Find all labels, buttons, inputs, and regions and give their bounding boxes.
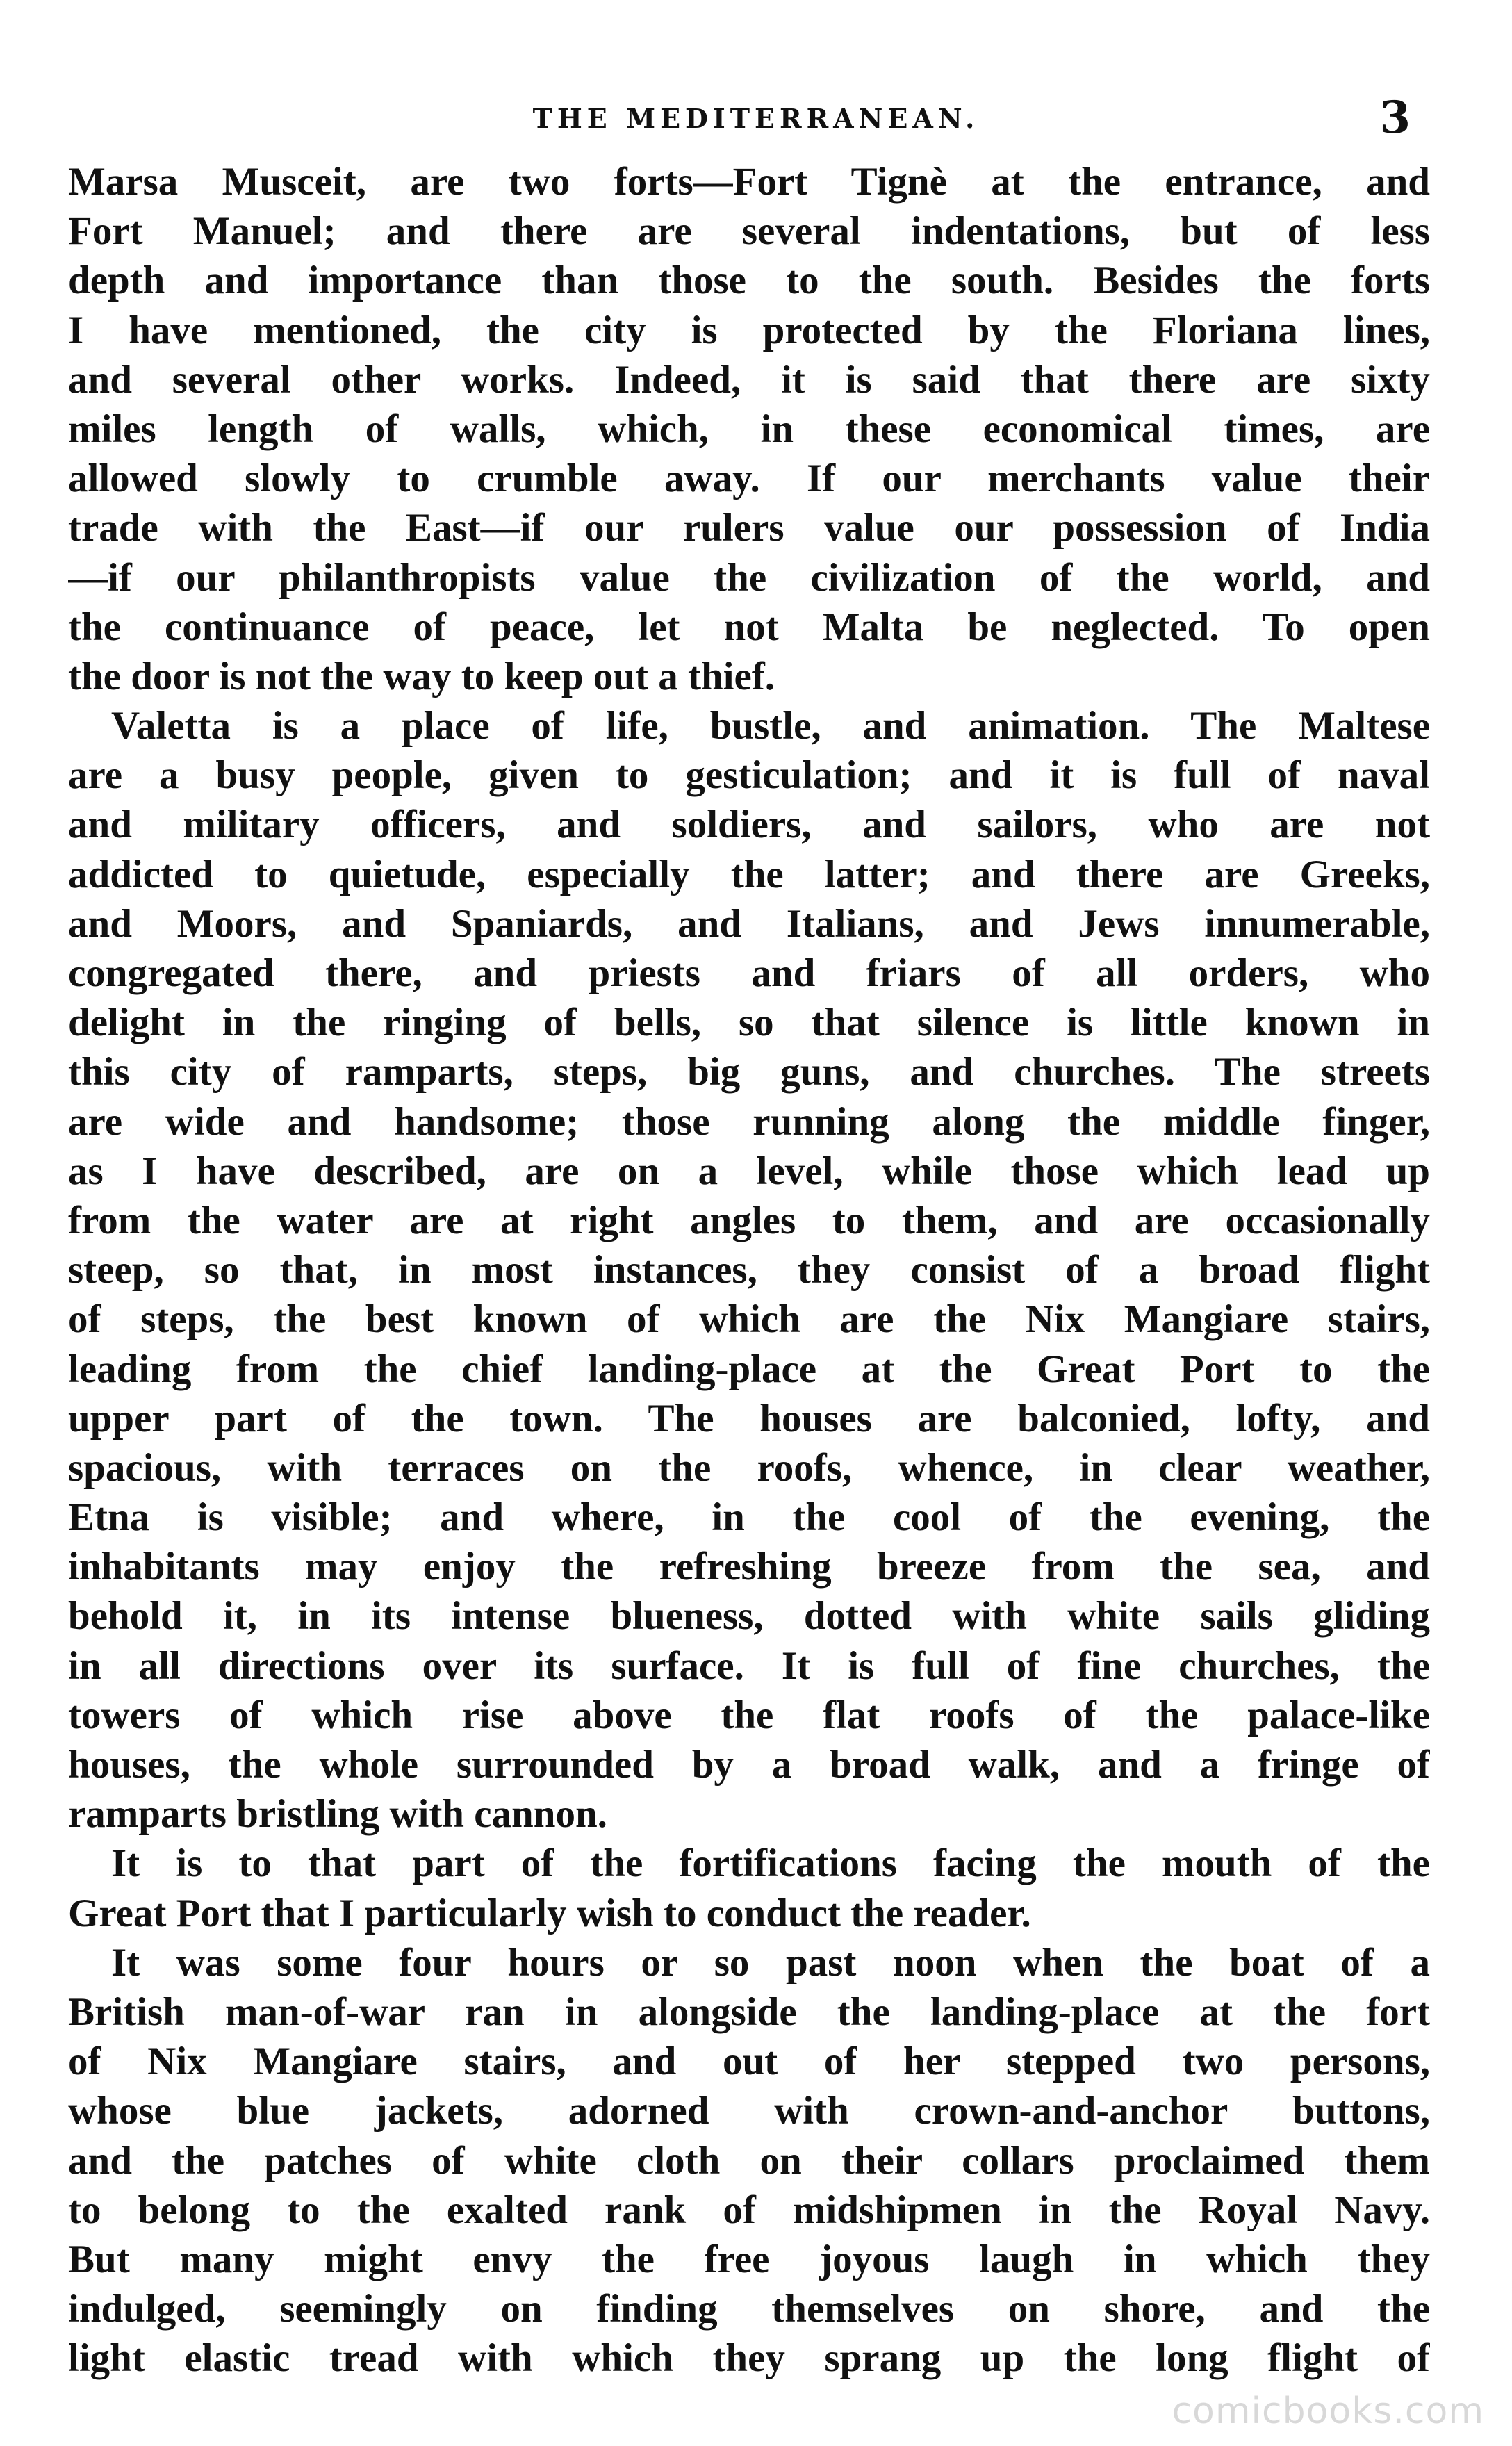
text-line: I have mentioned, the city is protected by the Floriana lines, bbox=[68, 308, 1430, 352]
text-line: and Moors, and Spaniards, and Italians, and Jews innumerable, bbox=[68, 901, 1430, 946]
text-line: British man-of-war ran in alongside the landing-place at the fort bbox=[68, 1989, 1430, 2034]
text-line: ramparts bristling with cannon. bbox=[68, 1792, 607, 1837]
paragraph-start-line: It is to that part of the fortifications facing the mouth of the bbox=[111, 1841, 1430, 1886]
text-line: delight in the ringing of bells, so that silence is little known in bbox=[68, 1001, 1430, 1045]
text-line: as I have described, are on a level, while those which lead up bbox=[68, 1149, 1430, 1193]
text-line: allowed slowly to crumble away. If our merchants value their bbox=[68, 457, 1430, 501]
paragraph-start-line: Valetta is a place of life, bustle, and animation. The Maltese bbox=[111, 704, 1430, 748]
page-number: 3 bbox=[1379, 92, 1411, 144]
running-head bbox=[68, 92, 1444, 144]
text-line: houses, the whole surrounded by a broad walk, and a fringe of bbox=[68, 1743, 1430, 1787]
running-title: THE MEDITERRANEAN. bbox=[532, 103, 980, 134]
body-text bbox=[68, 157, 1430, 2383]
text-line: the continuance of peace, let not Malta be neglected. To open bbox=[68, 605, 1430, 649]
text-line: and military officers, and soldiers, and sailors, who are not bbox=[68, 803, 1430, 847]
text-line: Great Port that I particularly wish to conduct the reader. bbox=[68, 1891, 1031, 1935]
text-line: Marsa Musceit, are two forts—Fort Tignè at the entrance, and bbox=[68, 160, 1430, 204]
text-line: inhabitants may enjoy the refreshing breeze from the sea, and bbox=[68, 1545, 1430, 1589]
text-line: Etna is visible; and where, in the cool of the evening, the bbox=[68, 1495, 1430, 1540]
text-line: trade with the East—if our rulers value our possession of India bbox=[68, 506, 1430, 550]
text-line: and several other works. Indeed, it is said that there are sixty bbox=[68, 357, 1430, 402]
text-line: Fort Manuel; and there are several indentations, but of less bbox=[68, 209, 1430, 254]
text-line: addicted to quietude, especially the latter; and there are Greeks, bbox=[68, 852, 1430, 896]
paragraph-start-line: It was some four hours or so past noon when the boat of a bbox=[111, 1940, 1430, 1985]
text-line: towers of which rise above the flat roofs of the palace-like bbox=[68, 1693, 1430, 1737]
text-line: congregated there, and priests and friars of all orders, who bbox=[68, 951, 1430, 995]
text-line: leading from the chief landing-place at the Great Port to the bbox=[68, 1347, 1430, 1391]
text-line: miles length of walls, which, in these economical times, are bbox=[68, 407, 1430, 451]
text-line: steep, so that, in most instances, they consist of a broad flight bbox=[68, 1248, 1430, 1292]
text-line: of steps, the best known of which are the Nix Mangiare stairs, bbox=[68, 1297, 1430, 1342]
text-line: —if our philanthropists value the civilization of the world, and bbox=[68, 555, 1430, 600]
text-line: spacious, with terraces on the roofs, whence, in clear weather, bbox=[68, 1445, 1430, 1490]
text-line: are a busy people, given to gesticulation; and it is full of naval bbox=[68, 753, 1430, 798]
text-line: this city of ramparts, steps, big guns, and churches. The streets bbox=[68, 1050, 1430, 1094]
text-line: of Nix Mangiare stairs, and out of her stepped two persons, bbox=[68, 2039, 1430, 2084]
text-line: from the water are at right angles to them, and are occasionally bbox=[68, 1198, 1430, 1242]
text-line: But many might envy the free joyous laugh in which they bbox=[68, 2237, 1430, 2281]
text-line: in all directions over its surface. It is full of fine churches, the bbox=[68, 1643, 1430, 1688]
text-line: and the patches of white cloth on their collars proclaimed them bbox=[68, 2138, 1430, 2183]
text-line: are wide and handsome; those running along the middle finger, bbox=[68, 1099, 1430, 1144]
text-line: whose blue jackets, adorned with crown-and-anchor buttons, bbox=[68, 2089, 1430, 2133]
text-line: to belong to the exalted rank of midshipmen in the Royal Navy. bbox=[68, 2188, 1430, 2232]
text-line: depth and importance than those to the south. Besides the forts bbox=[68, 258, 1430, 303]
text-line: the door is not the way to keep out a thief. bbox=[68, 654, 775, 698]
text-line: behold it, in its intense blueness, dotted with white sails gliding bbox=[68, 1594, 1430, 1639]
text-line: upper part of the town. The houses are balconied, lofty, and bbox=[68, 1396, 1430, 1440]
text-line: indulged, seemingly on finding themselves on shore, and the bbox=[68, 2287, 1430, 2331]
text-line: light elastic tread with which they sprang up the long flight of bbox=[68, 2336, 1430, 2381]
watermark: comicbooks.com bbox=[1172, 2390, 1484, 2432]
